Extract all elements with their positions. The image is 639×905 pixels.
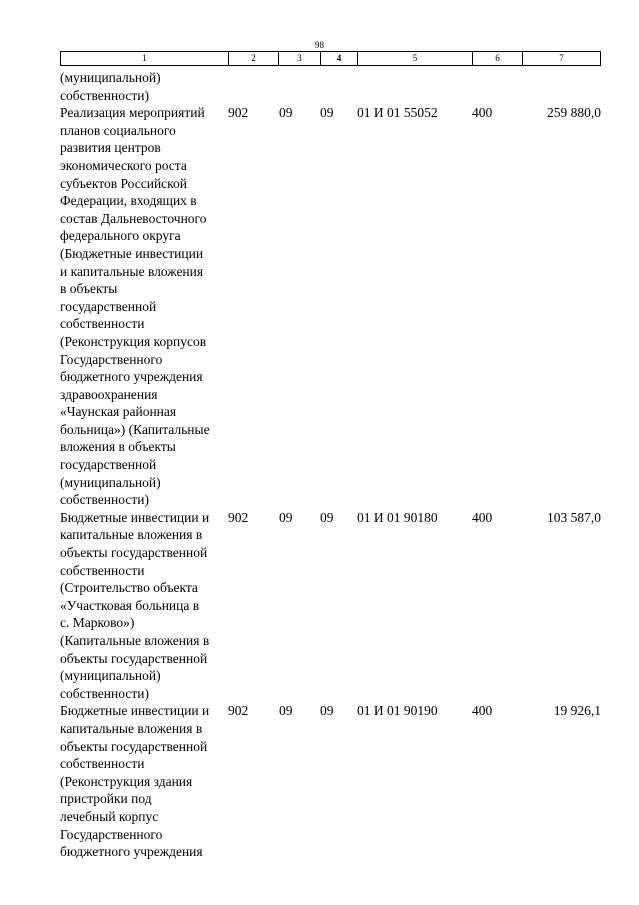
- row-description-text: экономического роста: [60, 157, 187, 173]
- row-description-text: «Чаунская районная: [60, 404, 177, 420]
- code-section: 09: [279, 105, 293, 121]
- row-description-text: объекты государственной: [60, 545, 208, 561]
- row-description-text: собственности: [60, 756, 145, 772]
- row-description-text: собственности: [60, 562, 145, 578]
- row-line: [60, 456, 601, 474]
- row-line: [60, 368, 601, 386]
- code-subsection: 09: [320, 703, 334, 719]
- row-description-text: собственности): [60, 492, 149, 508]
- row-description-text: бюджетного учреждения: [60, 844, 203, 860]
- code-expense-type: 400: [472, 703, 493, 719]
- row-line: [60, 351, 601, 369]
- row-line: [60, 562, 601, 580]
- row-description-text: капитальные вложения в: [60, 720, 203, 736]
- row-line: [60, 526, 601, 544]
- code-section: 09: [279, 703, 293, 719]
- row-line: [60, 333, 601, 351]
- row-line: [60, 438, 601, 456]
- table-body: [60, 69, 601, 861]
- row-line: [60, 614, 601, 632]
- code-expense-type: 400: [472, 105, 493, 121]
- code-subsection: 09: [320, 105, 334, 121]
- row-line: [60, 808, 601, 826]
- amount: 103 587,0: [547, 509, 601, 525]
- table-row: [60, 69, 601, 104]
- row-description-text: Федерации, входящих в: [60, 193, 197, 209]
- row-line: [60, 139, 601, 157]
- row-description-text: развития центров: [60, 140, 161, 156]
- row-description-text: (Строительство объекта: [60, 580, 198, 596]
- row-line: [60, 755, 601, 773]
- row-description-text: (муниципальной): [60, 70, 161, 85]
- amount: 259 880,0: [547, 105, 601, 121]
- row-description-text: государственной: [60, 457, 157, 473]
- row-line: [60, 597, 601, 615]
- row-description-text: бюджетного учреждения: [60, 369, 203, 385]
- row-description-text: объекты государственной: [60, 650, 208, 666]
- row-description-text: с. Марково»): [60, 615, 135, 631]
- row-line: [60, 632, 601, 650]
- row-description-text: лечебный корпус: [60, 808, 159, 824]
- row-description-text: Государственного: [60, 826, 163, 842]
- row-line: [60, 386, 601, 404]
- row-description-text: (Реконструкция корпусов: [60, 333, 207, 349]
- header-col-2: 2: [229, 52, 279, 65]
- row-line: [60, 650, 601, 668]
- table-row: [60, 104, 601, 509]
- row-line: [60, 104, 601, 122]
- row-description-text: федерального округа: [60, 228, 181, 244]
- row-line: [60, 227, 601, 245]
- row-description-text: Реализация мероприятий: [60, 105, 205, 121]
- row-line: [60, 738, 601, 756]
- code-target-article: 01 И 01 90190: [357, 703, 438, 719]
- row-description-text: государственной: [60, 298, 157, 314]
- header-col-1: 1: [61, 52, 229, 65]
- table-header-row: [60, 51, 601, 66]
- row-description-text: субъектов Российской: [60, 175, 188, 191]
- row-description-text: (Реконструкция здания: [60, 773, 193, 789]
- row-description-text: «Участковая больница в: [60, 597, 200, 613]
- code-section: 09: [279, 509, 293, 525]
- code-ministry: 902: [228, 703, 249, 719]
- row-description-text: вложения в объекты: [60, 439, 176, 455]
- row-description-text: объекты государственной: [60, 738, 208, 754]
- row-line: [60, 474, 601, 492]
- row-description-text: собственности: [60, 316, 145, 332]
- row-description-text: Государственного: [60, 351, 163, 367]
- row-line: [60, 87, 601, 105]
- code-expense-type: 400: [472, 509, 493, 525]
- row-description-text: (муниципальной): [60, 668, 161, 684]
- row-line: [60, 685, 601, 703]
- code-target-article: 01 И 01 90180: [357, 509, 438, 525]
- row-description-text: Бюджетные инвестиции и: [60, 703, 210, 719]
- row-line: [60, 157, 601, 175]
- header-col-6: 6: [473, 52, 523, 65]
- code-target-article: 01 И 01 55052: [357, 105, 438, 121]
- code-subsection: 09: [320, 509, 334, 525]
- row-line: [60, 315, 601, 333]
- row-line: [60, 843, 601, 861]
- table-row: [60, 702, 601, 860]
- row-description-text: и капитальные вложения: [60, 263, 204, 279]
- row-line: [60, 544, 601, 562]
- row-line: [60, 263, 601, 281]
- row-description-text: Бюджетные инвестиции и: [60, 509, 210, 525]
- row-line: [60, 491, 601, 509]
- page-number: 98: [315, 40, 324, 50]
- row-description-text: в объекты: [60, 281, 118, 297]
- row-line: [60, 579, 601, 597]
- row-line: [60, 403, 601, 421]
- row-description-text: (Капитальные вложения в: [60, 633, 210, 648]
- header-col-5: 5: [358, 52, 473, 65]
- row-line: [60, 826, 601, 844]
- row-description-text: планов социального: [60, 122, 176, 138]
- header-col-7: 7: [559, 53, 564, 63]
- row-description-text: собственности): [60, 87, 149, 103]
- row-line: [60, 421, 601, 439]
- row-description-text: больница») (Капитальные: [60, 421, 210, 437]
- row-line: [60, 702, 601, 720]
- row-description-text: (муниципальной): [60, 474, 161, 490]
- row-description-text: пристройки под: [60, 791, 152, 807]
- row-line: [60, 192, 601, 210]
- row-description-text: собственности): [60, 685, 149, 701]
- row-line: [60, 667, 601, 685]
- row-line: [60, 298, 601, 316]
- row-line: [60, 175, 601, 193]
- table-row: [60, 509, 601, 703]
- code-ministry: 902: [228, 105, 249, 121]
- header-col-4: 4: [321, 52, 358, 65]
- row-line: [60, 280, 601, 298]
- row-description-text: капитальные вложения в: [60, 527, 203, 543]
- code-ministry: 902: [228, 509, 249, 525]
- amount: 19 926,1: [553, 703, 601, 719]
- row-line: [60, 720, 601, 738]
- header-col-3: 3: [279, 52, 321, 65]
- row-line: [60, 69, 601, 87]
- row-line: [60, 210, 601, 228]
- row-description-text: (Бюджетные инвестиции: [60, 245, 204, 261]
- row-description-text: состав Дальневосточного: [60, 210, 207, 226]
- row-line: [60, 509, 601, 527]
- row-line: [60, 790, 601, 808]
- row-line: [60, 245, 601, 263]
- row-description-text: здравоохранения: [60, 386, 158, 402]
- row-line: [60, 122, 601, 140]
- row-line: [60, 773, 601, 791]
